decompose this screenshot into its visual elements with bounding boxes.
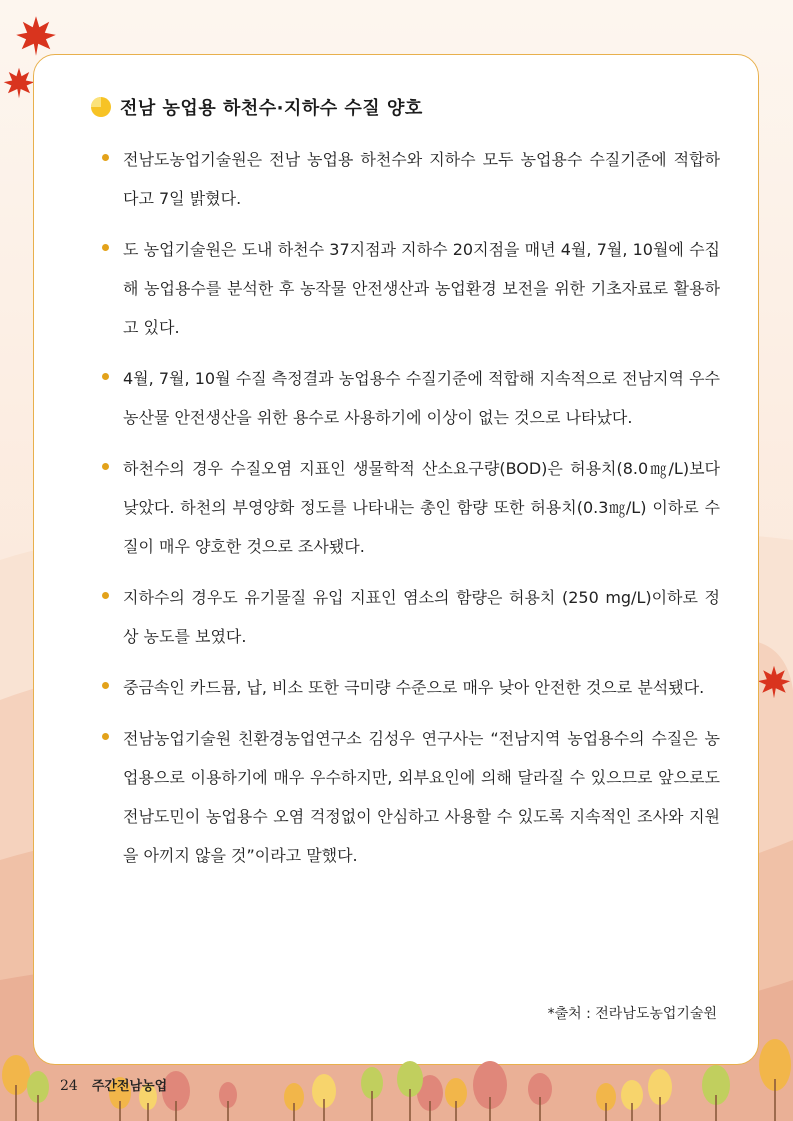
bullet-dot [102, 244, 109, 251]
bullet-dot [102, 592, 109, 599]
bullet-dot [102, 682, 109, 689]
bullet-dot [102, 373, 109, 380]
heading-text: 전남 농업용 하천수·지하수 수질 양호 [120, 98, 423, 119]
list-item: 하천수의 경우 수질오염 지표인 생물학적 산소요구량(BOD)은 허용치(8.0㎎/L)보다 낮았다. 하천의 부영양화 정도를 나타내는 총인 함량 또한 허용치(0.3㎎/L) 이하로 수질이 매우 양호한 것으로 조사됐다. [100, 449, 720, 566]
maple-leaf-icon [14, 14, 58, 58]
list-item: 중금속인 카드뮴, 납, 비소 또한 극미량 수준으로 매우 낮아 안전한 것으로 분석됐다. [100, 668, 720, 707]
bullet-list [100, 140, 720, 887]
page-number: 24 [60, 1078, 78, 1094]
bullet-dot [102, 463, 109, 470]
bullet-dot [102, 733, 109, 740]
yellow-pie-icon [90, 96, 112, 118]
list-item: 전남농업기술원 친환경농업연구소 김성우 연구사는 “전남지역 농업용수의 수질은 농업용으로 이용하기에 매우 우수하지만, 외부요인에 의해 달라질 수 있으므로 앞으로도 전남도민이 농업용수 오염 걱정없이 안심하고 사용할 수 있도록 지속적인 조사와 지원을 아끼지 않을 것”이라고 말했다. [100, 719, 720, 875]
list-item: 4월, 7월, 10월 수질 측정결과 농업용수 수질기준에 적합해 지속적으로 전남지역 우수 농산물 안전생산을 위한 용수로 사용하기에 이상이 없는 것으로 나타났다. [100, 359, 720, 437]
maple-leaf-icon [2, 66, 36, 100]
bullet-dot [102, 154, 109, 161]
publication-name: 주간전남농업 [91, 1079, 168, 1094]
list-item: 전남도농업기술원은 전남 농업용 하천수와 지하수 모두 농업용수 수질기준에 적합하다고 7일 밝혔다. [100, 140, 720, 218]
list-item: 도 농업기술원은 도내 하천수 37지점과 지하수 20지점을 매년 4월, 7월, 10월에 수집해 농업용수를 분석한 후 농작물 안전생산과 농업환경 보전을 위한 기초자료로 활용하고 있다. [100, 230, 720, 347]
page-footer [60, 1075, 167, 1094]
article-heading [90, 94, 423, 120]
list-item: 지하수의 경우도 유기물질 유입 지표인 염소의 함량은 허용치 (250 mg/L)이하로 정상 농도를 보였다. [100, 578, 720, 656]
maple-leaf-icon [756, 664, 792, 700]
source-credit: *출처 : 전라남도농업기술원 [547, 1006, 717, 1022]
